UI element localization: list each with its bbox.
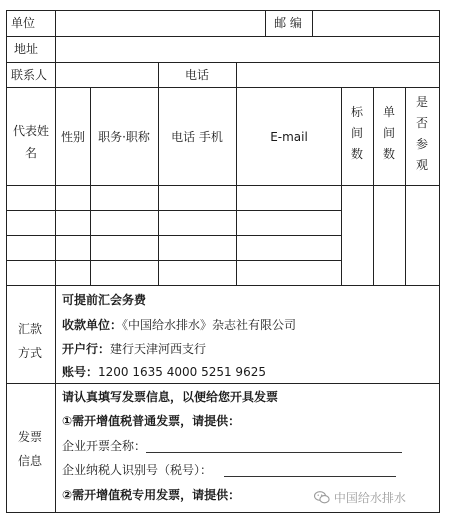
postcode-label: 邮 编 bbox=[274, 16, 302, 30]
bank-label: 开户行： bbox=[62, 342, 111, 356]
remittance-label: 汇款方式 bbox=[18, 322, 43, 360]
account-label: 账号： bbox=[62, 365, 99, 379]
remittance-advance-note: 可提前汇会务费 bbox=[62, 293, 147, 307]
col-header-gender: 性别 bbox=[60, 130, 86, 144]
phone-input[interactable] bbox=[237, 63, 439, 87]
table-row[interactable] bbox=[7, 236, 341, 260]
unit-input[interactable] bbox=[56, 11, 265, 36]
grid-line-postcode-left bbox=[265, 10, 266, 36]
contact-label: 联系人 bbox=[11, 68, 48, 82]
postcode-input[interactable] bbox=[313, 11, 439, 36]
invoice-company-name-label: 企业开票全称： bbox=[62, 439, 147, 453]
single-room-cell[interactable] bbox=[374, 186, 405, 285]
invoice-tax-id-label: 企业纳税人识别号（税号）： bbox=[62, 463, 213, 477]
watermark bbox=[314, 489, 406, 507]
phone-label: 电话 bbox=[184, 68, 210, 82]
col-header-single-room: 单间数 bbox=[382, 105, 395, 161]
grid-line-right bbox=[439, 10, 440, 513]
invoice-instruction: 请认真填写发票信息，以便给您开具发票 bbox=[62, 390, 279, 404]
invoice-normal-vat: ①需开增值税普通发票，请提供： bbox=[62, 414, 241, 428]
col-header-phone-mobile: 电话 手机 bbox=[171, 130, 223, 144]
table-row[interactable] bbox=[7, 211, 341, 235]
grid-line-bottom bbox=[6, 512, 440, 513]
account-value: 1200 1635 4000 5251 9625 bbox=[98, 365, 266, 379]
grid-line-table-header bbox=[6, 87, 440, 88]
table-row[interactable] bbox=[7, 261, 341, 285]
col-header-title: 职务·职称 bbox=[98, 130, 150, 144]
contact-input[interactable] bbox=[56, 63, 158, 87]
address-label: 地址 bbox=[14, 42, 39, 56]
unit-label: 单位 bbox=[11, 16, 36, 30]
payee-label: 收款单位： bbox=[62, 318, 123, 332]
grid-line-invoice bbox=[6, 383, 440, 384]
remittance-bank bbox=[62, 342, 206, 356]
wechat-icon bbox=[314, 491, 330, 507]
watermark-text: 中国给水排水 bbox=[333, 491, 406, 505]
payee-value: 《中国给水排水》杂志社有限公司 bbox=[122, 318, 297, 332]
col-header-rep-name: 代表姓名 bbox=[12, 124, 49, 160]
col-header-standard-room: 标间数 bbox=[350, 105, 363, 161]
remittance-account bbox=[62, 365, 266, 379]
remittance-payee bbox=[62, 318, 296, 332]
standard-room-cell[interactable] bbox=[342, 186, 373, 285]
address-input[interactable] bbox=[56, 37, 439, 62]
col-header-visit: 是否参观 bbox=[415, 95, 428, 172]
tax-id-input[interactable] bbox=[224, 476, 396, 477]
grid-line-remittance bbox=[6, 285, 440, 286]
table-row[interactable] bbox=[7, 186, 341, 210]
invoice-special-vat: ②需开增值税专用发票，请提供： bbox=[62, 488, 241, 502]
col-header-email: E-mail bbox=[270, 130, 308, 144]
company-name-input[interactable] bbox=[146, 452, 402, 453]
visit-cell[interactable] bbox=[406, 186, 439, 285]
bank-value: 建行天津河西支行 bbox=[110, 342, 207, 356]
invoice-label: 发票信息 bbox=[18, 430, 43, 468]
